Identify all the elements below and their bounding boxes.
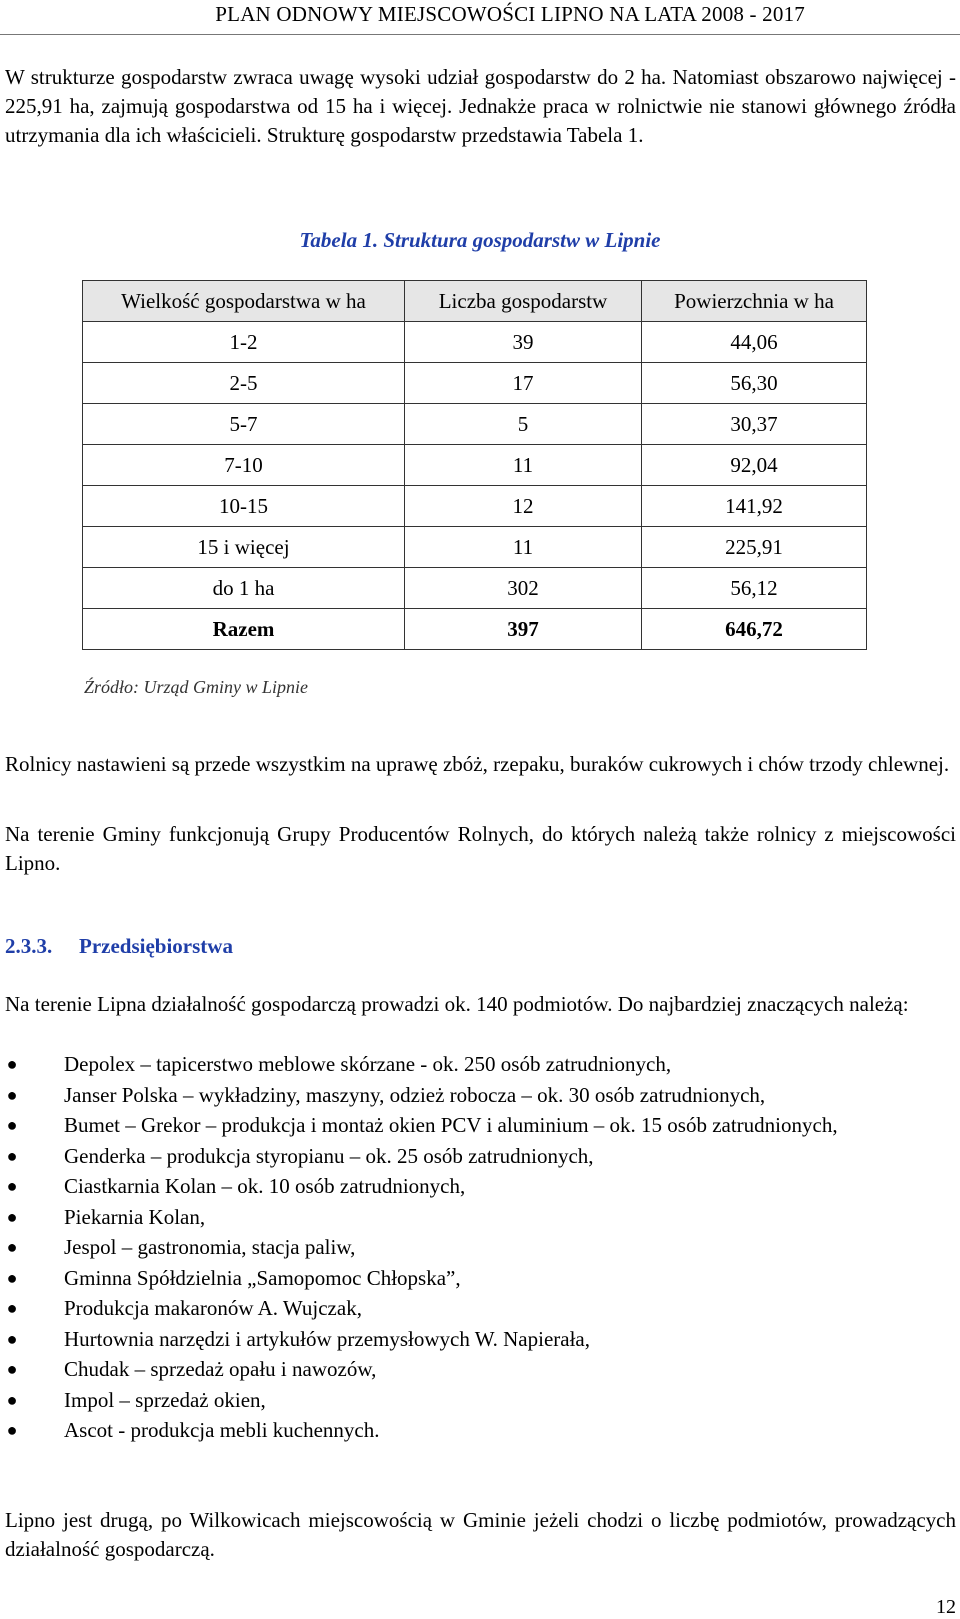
- list-item: ● Bumet – Grekor – produkcja i montaż okien PCV i aluminium – ok. 15 osób zatrudnionych,: [0, 1111, 960, 1142]
- section-number: 2.3.3.: [5, 934, 53, 958]
- bullet-icon: ●: [6, 1115, 18, 1135]
- table-row: [83, 445, 867, 486]
- list-item: ● Chudak – sprzedaż opału i nawozów,: [0, 1355, 960, 1386]
- table-cell: 11: [405, 527, 642, 568]
- table-total-row: [83, 609, 867, 650]
- table-row: [83, 363, 867, 404]
- section-title: Przedsiębiorstwa: [79, 934, 233, 958]
- table-cell: 39: [405, 322, 642, 363]
- bullet-icon: ●: [6, 1084, 18, 1105]
- bullet-icon: ●: [6, 1145, 18, 1166]
- page-number: 12: [936, 1596, 956, 1618]
- table-caption: Tabela 1. Struktura gospodarstw w Lipnie: [299, 228, 661, 252]
- table-cell: 11: [405, 445, 642, 486]
- table-cell: 302: [405, 568, 642, 609]
- table-row: [83, 404, 867, 445]
- table-cell: 5: [405, 404, 642, 445]
- companies-list: [0, 1050, 960, 1447]
- column-header: Powierzchnia w ha: [642, 281, 867, 322]
- list-item: ● Produkcja makaronów A. Wujczak,: [0, 1294, 960, 1325]
- table-cell: 30,37: [642, 404, 867, 445]
- table-cell: 225,91: [642, 527, 867, 568]
- table-cell: 7-10: [83, 445, 405, 486]
- list-item: ● Genderka – produkcja styropianu – ok. 25 osób zatrudnionych,: [0, 1142, 960, 1173]
- intro-paragraph: W strukturze gospodarstw zwraca uwagę wysoki udział gospodarstw do 2 ha. Natomiast obszarowo najwięcej - 225,91 ha, zajmują gospodarstwa od 15 ha i więcej. Jednakże praca w rolnictwie nie stanowi głównego źródła utrzymania dla ich właścicieli. Strukturę gospodarstw przedstawia Tabela 1.: [5, 65, 956, 147]
- bullet-icon: ●: [6, 1237, 18, 1257]
- list-item: ● Depolex – tapicerstwo meblowe skórzane - ok. 250 osób zatrudnionych,: [0, 1050, 960, 1081]
- list-item: ● Ascot - produkcja mebli kuchennych.: [0, 1416, 960, 1447]
- column-header: Wielkość gospodarstwa w ha: [83, 281, 405, 322]
- table-row: [83, 486, 867, 527]
- list-item: ● Ciastkarnia Kolan – ok. 10 osób zatrudnionych,: [0, 1172, 960, 1203]
- table-cell: 5-7: [83, 404, 405, 445]
- table-header-row: [83, 281, 867, 322]
- bullet-icon: ●: [6, 1298, 18, 1318]
- table-cell: 92,04: [642, 445, 867, 486]
- list-item: ● Janser Polska – wykładziny, maszyny, odzież robocza – ok. 30 osób zatrudnionych,: [0, 1081, 960, 1112]
- table-cell: 141,92: [642, 486, 867, 527]
- table-cell: 12: [405, 486, 642, 527]
- table-cell: do 1 ha: [83, 568, 405, 609]
- document-title: PLAN ODNOWY MIEJSCOWOŚCI LIPNO NA LATA 2008 - 2017: [215, 2, 805, 26]
- closing-paragraph: Lipno jest drugą, po Wilkowicach miejscowością w Gminie jeżeli chodzi o liczbę podmiotów, prowadzących działalność gospodarczą.: [5, 1508, 956, 1561]
- bullet-icon: ●: [6, 1206, 18, 1227]
- table-cell: Razem: [83, 609, 405, 650]
- bullet-icon: ●: [6, 1420, 18, 1440]
- list-item: ● Piekarnia Kolan,: [0, 1203, 960, 1234]
- business-intro-paragraph: Na terenie Lipna działalność gospodarczą prowadzi ok. 140 podmiotów. Do najbardziej znaczących należą:: [5, 992, 909, 1016]
- section-heading: [5, 934, 233, 959]
- bullet-icon: ●: [6, 1054, 18, 1074]
- list-item: ● Jespol – gastronomia, stacja paliw,: [0, 1233, 960, 1264]
- table-cell: 397: [405, 609, 642, 650]
- header-divider: [0, 34, 960, 35]
- producer-groups-paragraph: Na terenie Gminy funkcjonują Grupy Producentów Rolnych, do których należą także rolnicy z miejscowości Lipno.: [5, 822, 956, 875]
- table-cell: 15 i więcej: [83, 527, 405, 568]
- farming-paragraph: Rolnicy nastawieni są przede wszystkim na uprawę zbóż, rzepaku, buraków cukrowych i chów trzody chlewnej.: [5, 752, 950, 776]
- column-header: Liczba gospodarstw: [405, 281, 642, 322]
- table-row: [83, 527, 867, 568]
- table-cell: 2-5: [83, 363, 405, 404]
- table-cell: 1-2: [83, 322, 405, 363]
- bullet-icon: ●: [6, 1267, 18, 1288]
- table-row: [83, 322, 867, 363]
- bullet-icon: ●: [6, 1359, 18, 1379]
- list-item: ● Impol – sprzedaż okien,: [0, 1386, 960, 1417]
- table-cell: 17: [405, 363, 642, 404]
- bullet-icon: ●: [6, 1176, 18, 1196]
- table-cell: 646,72: [642, 609, 867, 650]
- table-cell: 56,12: [642, 568, 867, 609]
- page-header: [0, 0, 960, 38]
- list-item: ● Hurtownia narzędzi i artykułów przemysłowych W. Napierała,: [0, 1325, 960, 1356]
- table-cell: 56,30: [642, 363, 867, 404]
- table-cell: 44,06: [642, 322, 867, 363]
- table-cell: 10-15: [83, 486, 405, 527]
- list-item: ● Gminna Spółdzielnia „Samopomoc Chłopska”,: [0, 1264, 960, 1295]
- bullet-icon: ●: [6, 1389, 18, 1410]
- table-row: [83, 568, 867, 609]
- bullet-icon: ●: [6, 1328, 18, 1349]
- farm-structure-table: [82, 280, 867, 650]
- table-source: Źródło: Urząd Gminy w Lipnie: [84, 677, 309, 697]
